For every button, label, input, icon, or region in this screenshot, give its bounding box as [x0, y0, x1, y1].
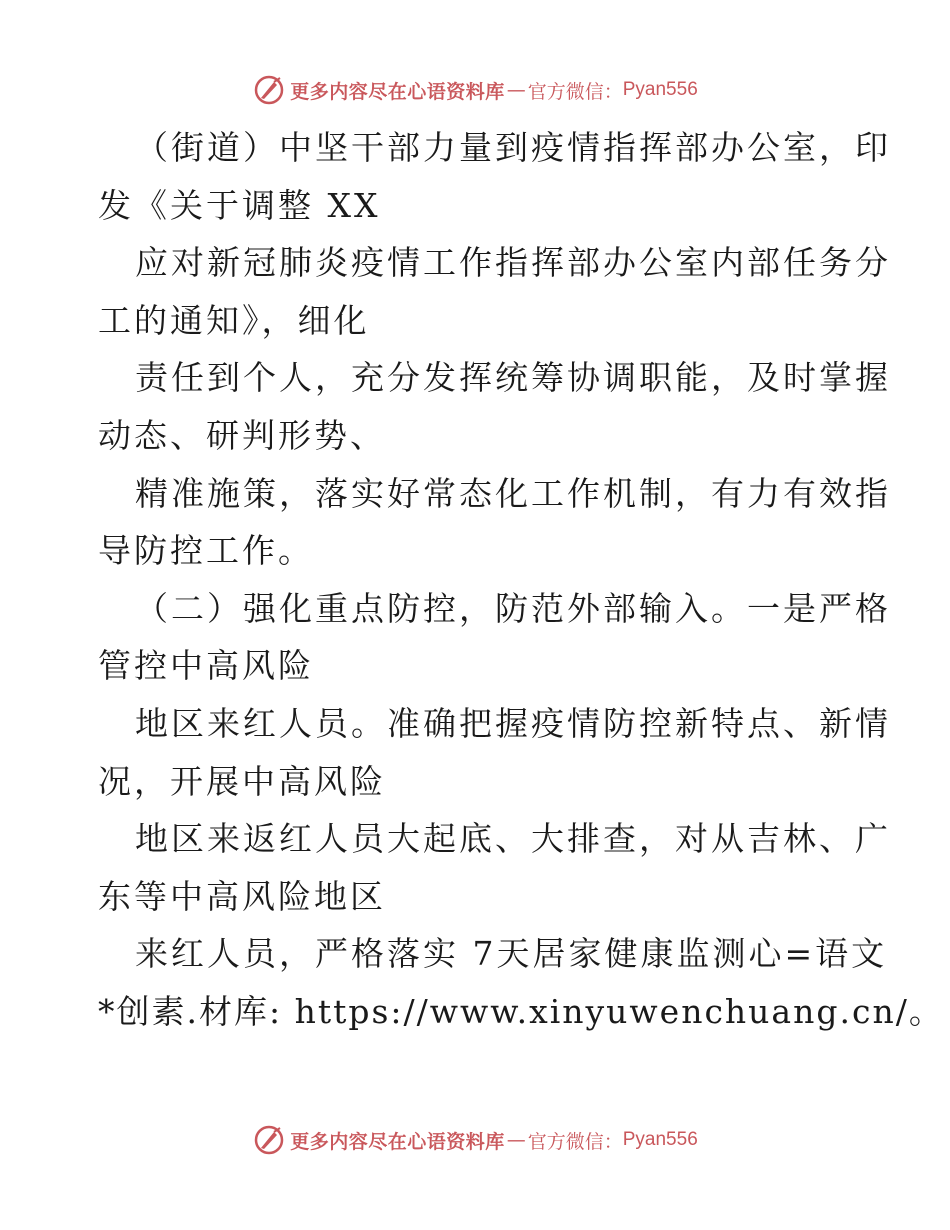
body-line: 工的通知》，细化: [98, 300, 370, 340]
watermark-wechat-id: Pyan556: [622, 1129, 698, 1150]
header-watermark: [0, 70, 950, 110]
body-line: 导防控工作。: [98, 531, 314, 571]
body-line: 来红人员，严格落实 7天居家健康监测心=语文: [135, 934, 888, 974]
body-line: 管控中高风险: [98, 646, 314, 686]
quill-circle-icon: [252, 73, 286, 107]
body-line: 东等中高风险地区: [98, 876, 386, 916]
quill-circle-icon: [252, 1123, 286, 1157]
body-line: 精准施策，落实好常态化工作机制，有力有效指: [135, 473, 891, 513]
watermark-wechat-id: Pyan556: [622, 79, 698, 100]
body-line: 况，开展中高风险: [98, 761, 386, 801]
body-line: 动态、研判形势、: [98, 415, 386, 455]
body-line: （街道）中坚干部力量到疫情指挥部办公室，印: [135, 128, 891, 167]
body-line: 地区来红人员。准确把握疫情防控新特点、新情: [135, 703, 891, 743]
watermark-wechat-label: 官方微信：: [527, 1130, 623, 1153]
body-line: 责任到个人，充分发挥统筹协调职能，及时掌握: [135, 358, 891, 398]
watermark-dash: —: [506, 1129, 526, 1151]
body-line: 发《关于调整 XX: [98, 185, 381, 225]
watermark-brand: 更多内容尽在心语资料库: [290, 80, 505, 103]
footer-watermark: [0, 1120, 950, 1160]
body-line: 应对新冠肺炎疫情工作指挥部办公室内部任务分: [135, 243, 891, 283]
document-body: [98, 119, 944, 1041]
body-line: （二）强化重点防控，防范外部输入。一是严格: [135, 588, 891, 628]
body-line: 地区来返红人员大起底、大排查，对从吉林、广: [135, 819, 891, 859]
watermark-dash: —: [506, 79, 526, 101]
body-line-url: *创素.材库: https://www.xinyuwenchuang.cn/。: [98, 991, 944, 1031]
watermark-brand: 更多内容尽在心语资料库: [290, 1130, 505, 1153]
watermark-wechat-label: 官方微信：: [527, 80, 623, 103]
